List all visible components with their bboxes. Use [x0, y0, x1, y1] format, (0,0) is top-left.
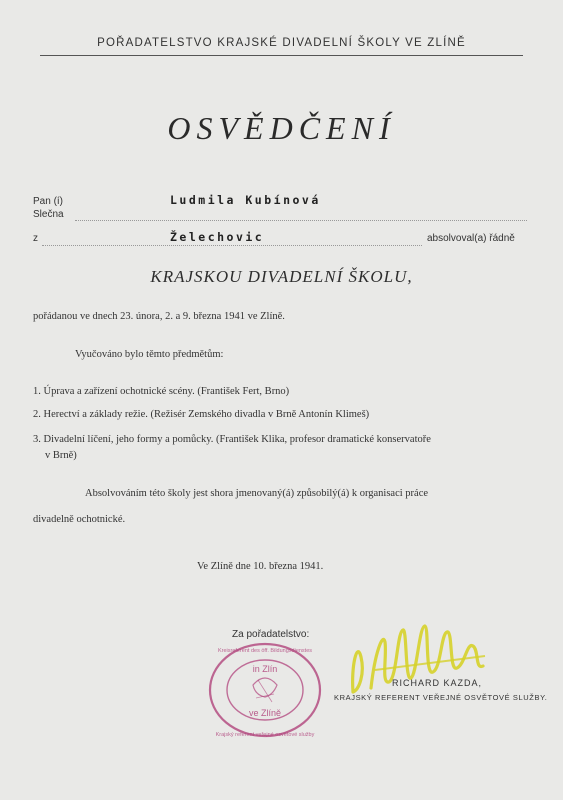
za-poradatelstvo-label: Za pořadatelstvo:: [232, 629, 310, 640]
handwritten-signature: [345, 612, 495, 704]
header-rule: [40, 55, 523, 56]
slecna-label: Slečna: [33, 209, 64, 220]
conclusion-line: divadelně ochotnické.: [33, 514, 126, 525]
subject-item: 2. Herectví a základy režie. (Režisér Zemského divadla v Brně Antonín Klimeš): [33, 409, 370, 420]
name-value: Ludmila Kubínová: [170, 193, 321, 207]
school-name: KRAJSKOU DIVADELNÍ ŠKOLU,: [150, 267, 413, 286]
name-dotted-line: [75, 220, 527, 221]
svg-text:Kreisreferent des öff. Bildung: Kreisreferent des öff. Bildungsdienstes: [217, 648, 313, 654]
subjects-intro: Vyučováno bylo těmto předmětům:: [75, 349, 224, 360]
z-label: z: [33, 233, 38, 244]
svg-text:ve Zlíně: ve Zlíně: [248, 708, 282, 718]
document-title: OSVĚDČENÍ: [167, 110, 396, 146]
subject-item: 1. Úprava a zařízení ochotnické scény. (František Fert, Brno): [33, 386, 290, 397]
absolvoval-label: absolvoval(a) řádně: [427, 233, 515, 244]
subject-item-continued: v Brně): [45, 450, 77, 461]
conclusion-line: Absolvováním této školy jest shora jmenovaný(á) způsobilý(á) k organisaci práce: [85, 488, 429, 499]
place-dotted-line: [42, 245, 422, 246]
held-dates: pořádanou ve dnech 23. února, 2. a 9. března 1941 ve Zlíně.: [33, 311, 285, 322]
pan-label: Pan (í): [33, 196, 64, 207]
svg-text:in Zlín: in Zlín: [252, 664, 278, 674]
subject-item: 3. Divadelní líčení, jeho formy a pomůcky. (František Klika, profesor dramatické konservatoře: [33, 434, 431, 445]
date-line: Ve Zlíně dne 10. března 1941.: [197, 561, 324, 572]
official-stamp: [206, 640, 324, 740]
signatory-name: RICHARD KAZDA,: [392, 678, 483, 688]
organizer-header: POŘADATELSTVO KRAJSKÉ DIVADELNÍ ŠKOLY VE ZLÍNĚ: [97, 37, 466, 49]
place-value: Želechovic: [170, 230, 265, 244]
svg-text:Krajský referent veřejné osvět: Krajský referent veřejné osvětové služby: [215, 732, 315, 738]
signatory-role: KRAJSKÝ REFERENT VEŘEJNÉ OSVĚTOVÉ SLUŽBY.: [334, 693, 548, 702]
